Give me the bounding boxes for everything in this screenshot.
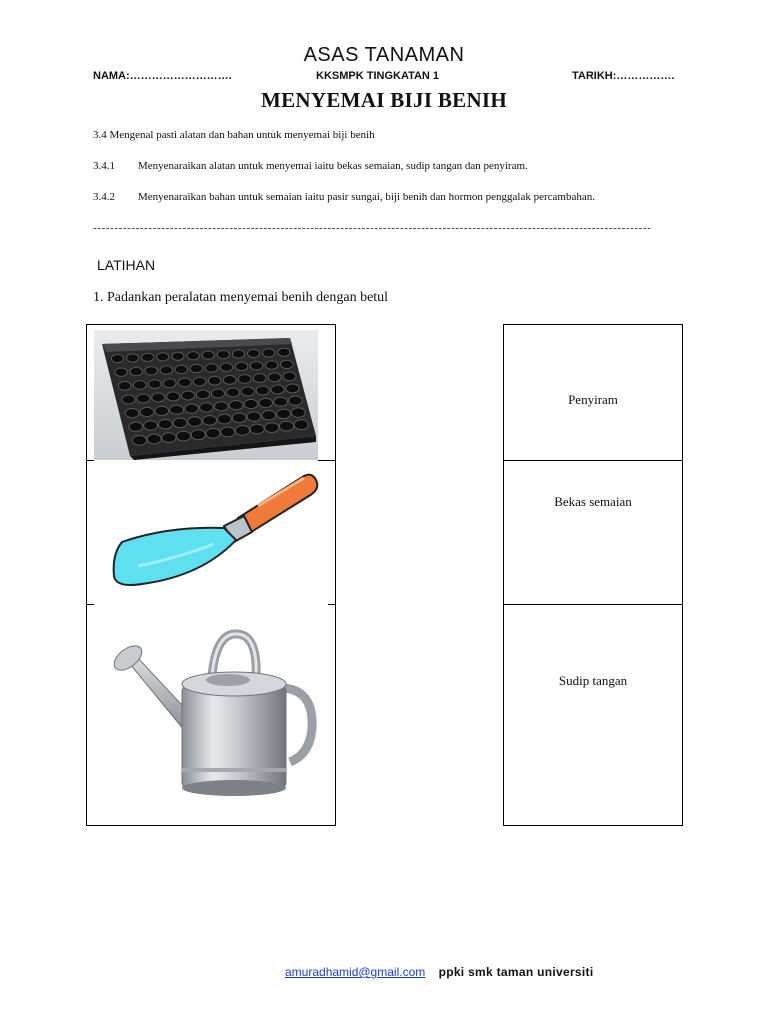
name-field-label: NAMA:………………………. — [93, 70, 232, 82]
exercise-heading: LATIHAN — [97, 257, 156, 273]
objective-text: Menyenaraikan bahan untuk semaian iaitu pasir sungai, biji benih dan hormon penggalak percambahan. — [138, 191, 595, 203]
topic-title: MENYEMAI BIJI BENIH — [260, 88, 508, 112]
seed-tray-picture[interactable] — [94, 330, 318, 460]
exercise-question: 1. Padankan peralatan menyemai benih dengan betul — [93, 290, 389, 305]
footer-school-name: ppki smk taman universiti — [438, 965, 594, 979]
date-field-label: TARIKH:……………. — [572, 70, 675, 82]
objective-number: 3.4.1 — [93, 160, 115, 172]
label-column — [503, 324, 683, 826]
row-divider — [504, 604, 682, 605]
row-divider — [86, 460, 94, 461]
label-hand-trowel: Sudip tangan — [558, 673, 628, 688]
answer-space[interactable] — [336, 324, 503, 826]
row-divider — [504, 460, 682, 461]
footer-email-link[interactable]: amuradhamid@gmail.com — [285, 965, 426, 979]
objective-number: 3.4.2 — [93, 191, 115, 203]
document-title: ASAS TANAMAN — [303, 44, 465, 66]
objective-main: 3.4 Mengenal pasti alatan dan bahan untuk menyemai biji benih — [93, 129, 375, 141]
dashed-separator: ----------------------------------------------------------------------------------------------------------------------------------- — [93, 222, 652, 234]
label-watering-can: Penyiram — [568, 392, 618, 407]
row-divider — [328, 604, 336, 605]
watering-can-picture[interactable] — [104, 628, 319, 798]
row-divider — [318, 460, 336, 461]
footer — [285, 965, 593, 979]
label-seed-tray: Bekas semaian — [554, 494, 632, 509]
objective-text: Menyenaraikan alatan untuk menyemai iaitu bekas semaian, sudip tangan dan penyiram. — [138, 160, 528, 172]
class-label: KKSMPK TINGKATAN 1 — [316, 70, 440, 82]
row-divider — [86, 604, 94, 605]
hand-trowel-picture[interactable] — [98, 466, 328, 600]
